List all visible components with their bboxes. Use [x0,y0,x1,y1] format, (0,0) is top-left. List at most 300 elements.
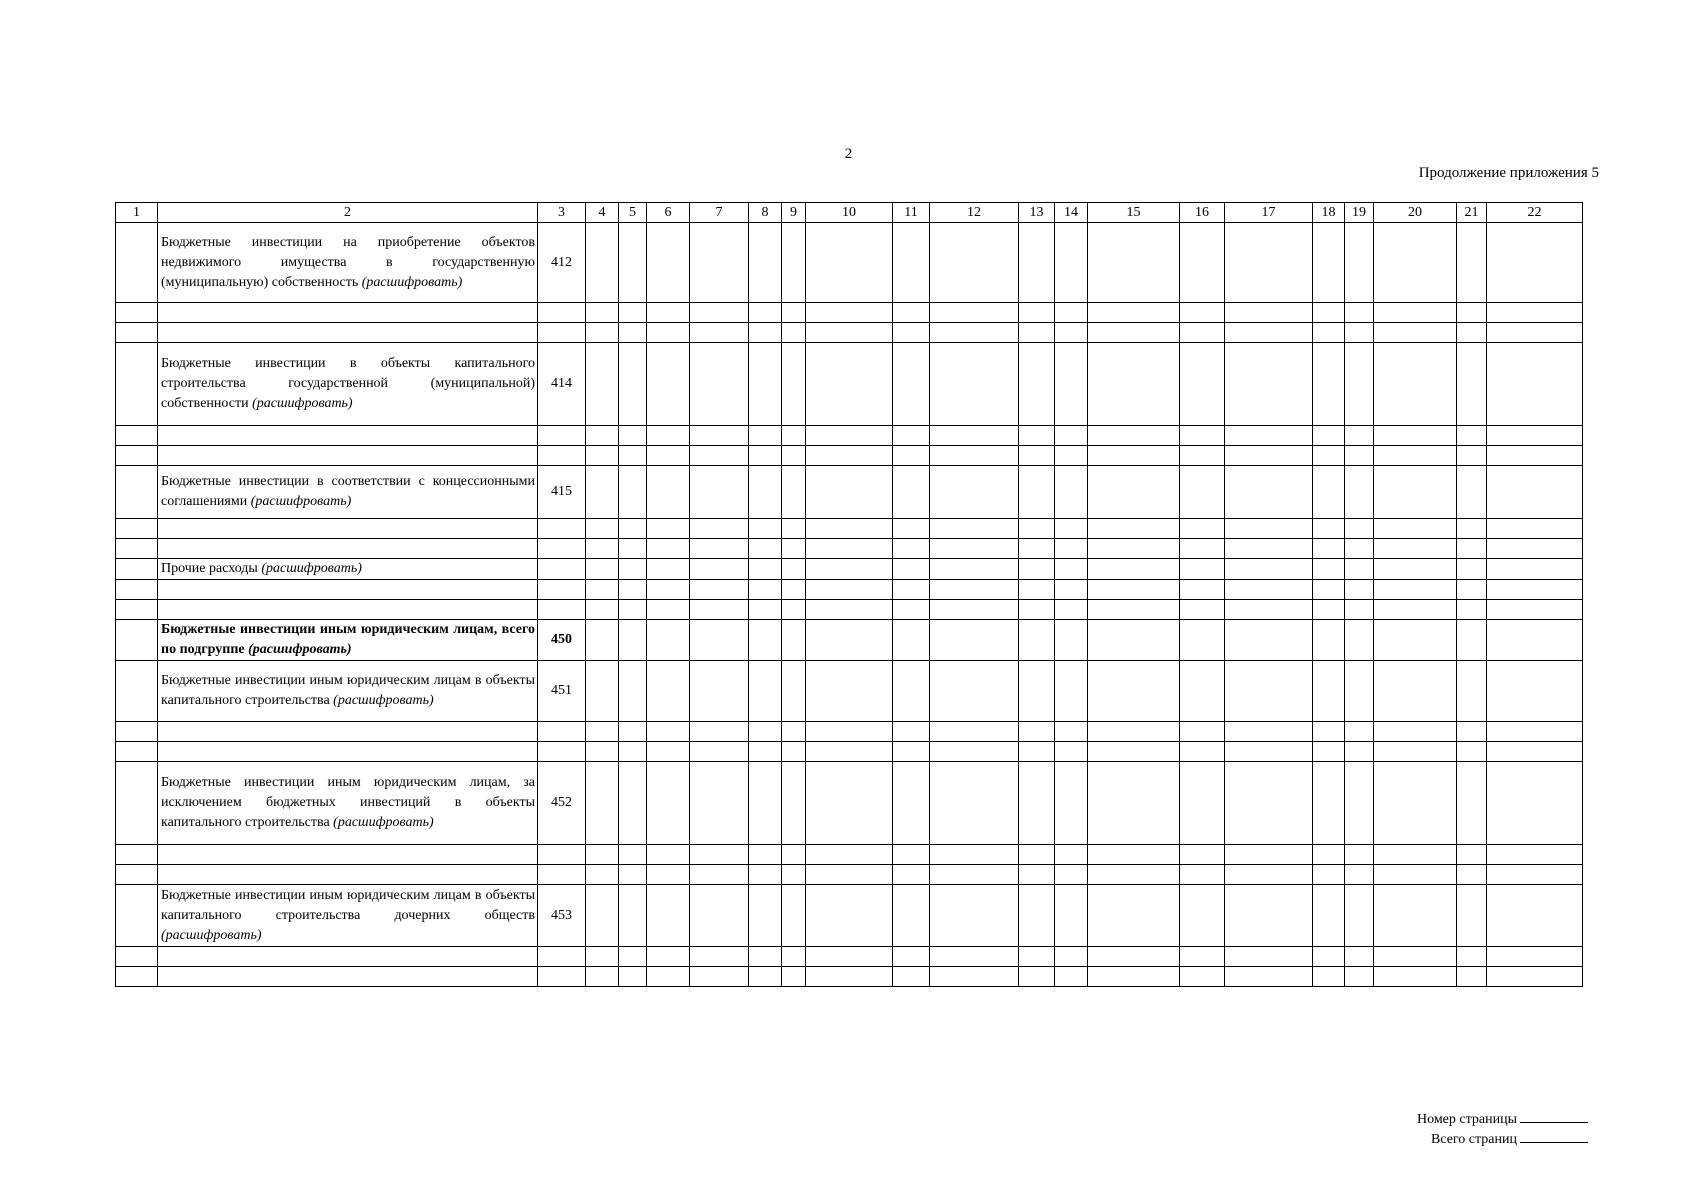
data-cell[interactable] [619,620,647,661]
data-cell[interactable] [1088,845,1180,865]
data-cell[interactable] [782,885,806,947]
data-cell[interactable] [1374,742,1457,762]
data-cell[interactable] [1345,762,1374,845]
data-cell[interactable] [1055,620,1088,661]
data-cell[interactable] [116,303,158,323]
data-cell[interactable] [116,845,158,865]
data-cell[interactable] [749,446,782,466]
data-cell[interactable] [930,620,1019,661]
data-cell[interactable] [1313,343,1345,426]
data-cell[interactable] [1374,559,1457,580]
data-cell[interactable] [1457,722,1487,742]
data-cell[interactable] [1019,323,1055,343]
data-cell[interactable] [1313,323,1345,343]
data-cell[interactable] [749,661,782,722]
data-cell[interactable] [806,303,893,323]
data-cell[interactable] [1225,845,1313,865]
data-cell[interactable] [930,519,1019,539]
data-cell[interactable] [619,762,647,845]
data-cell[interactable] [116,742,158,762]
data-cell[interactable] [619,722,647,742]
data-cell[interactable] [806,559,893,580]
data-cell[interactable] [1225,865,1313,885]
data-cell[interactable] [1345,580,1374,600]
data-cell[interactable] [1225,661,1313,722]
data-cell[interactable] [1487,600,1583,620]
data-cell[interactable] [1345,559,1374,580]
data-cell[interactable] [1457,519,1487,539]
data-cell[interactable] [749,600,782,620]
data-cell[interactable] [1180,865,1225,885]
data-cell[interactable] [1313,865,1345,885]
data-cell[interactable] [1019,519,1055,539]
data-cell[interactable] [1487,661,1583,722]
data-cell[interactable] [116,620,158,661]
data-cell[interactable] [647,559,690,580]
data-cell[interactable] [1088,865,1180,885]
data-cell[interactable] [690,223,749,303]
data-cell[interactable] [1345,661,1374,722]
data-cell[interactable] [893,303,930,323]
data-cell[interactable] [749,519,782,539]
data-cell[interactable] [930,762,1019,845]
data-cell[interactable] [1055,466,1088,519]
data-cell[interactable] [1055,885,1088,947]
data-cell[interactable] [116,323,158,343]
data-cell[interactable] [647,661,690,722]
data-cell[interactable] [930,742,1019,762]
data-cell[interactable] [690,722,749,742]
data-cell[interactable] [806,885,893,947]
data-cell[interactable] [116,722,158,742]
data-cell[interactable] [1180,343,1225,426]
data-cell[interactable] [1055,865,1088,885]
data-cell[interactable] [619,580,647,600]
data-cell[interactable] [1487,303,1583,323]
data-cell[interactable] [1225,303,1313,323]
data-cell[interactable] [1487,559,1583,580]
data-cell[interactable] [1345,426,1374,446]
data-cell[interactable] [782,947,806,967]
data-cell[interactable] [1457,661,1487,722]
data-cell[interactable] [1345,885,1374,947]
data-cell[interactable] [1457,559,1487,580]
data-cell[interactable] [1457,620,1487,661]
data-cell[interactable] [647,580,690,600]
data-cell[interactable] [1457,446,1487,466]
data-cell[interactable] [1374,600,1457,620]
data-cell[interactable] [690,580,749,600]
data-cell[interactable] [1225,722,1313,742]
data-cell[interactable] [1055,323,1088,343]
data-cell[interactable] [586,323,619,343]
data-cell[interactable] [1374,303,1457,323]
data-cell[interactable] [1088,426,1180,446]
data-cell[interactable] [647,343,690,426]
data-cell[interactable] [690,947,749,967]
data-cell[interactable] [1019,446,1055,466]
data-cell[interactable] [1374,661,1457,722]
data-cell[interactable] [930,466,1019,519]
data-cell[interactable] [690,620,749,661]
data-cell[interactable] [930,303,1019,323]
data-cell[interactable] [782,661,806,722]
data-cell[interactable] [1055,947,1088,967]
data-cell[interactable] [893,559,930,580]
data-cell[interactable] [1457,865,1487,885]
data-cell[interactable] [647,885,690,947]
data-cell[interactable] [1225,600,1313,620]
data-cell[interactable] [1225,762,1313,845]
data-cell[interactable] [1225,947,1313,967]
data-cell[interactable] [806,223,893,303]
data-cell[interactable] [782,580,806,600]
data-cell[interactable] [690,559,749,580]
data-cell[interactable] [893,580,930,600]
data-cell[interactable] [893,762,930,845]
data-cell[interactable] [690,600,749,620]
data-cell[interactable] [1088,519,1180,539]
data-cell[interactable] [586,865,619,885]
data-cell[interactable] [806,722,893,742]
data-cell[interactable] [1487,466,1583,519]
data-cell[interactable] [1225,559,1313,580]
data-cell[interactable] [806,323,893,343]
data-cell[interactable] [930,580,1019,600]
data-cell[interactable] [619,343,647,426]
data-cell[interactable] [1457,426,1487,446]
data-cell[interactable] [806,967,893,987]
data-cell[interactable] [930,446,1019,466]
data-cell[interactable] [116,223,158,303]
data-cell[interactable] [749,539,782,559]
data-cell[interactable] [1088,722,1180,742]
data-cell[interactable] [1313,580,1345,600]
data-cell[interactable] [806,519,893,539]
data-cell[interactable] [586,722,619,742]
data-cell[interactable] [1487,446,1583,466]
data-cell[interactable] [1374,947,1457,967]
data-cell[interactable] [690,446,749,466]
data-cell[interactable] [782,323,806,343]
data-cell[interactable] [116,865,158,885]
data-cell[interactable] [1313,426,1345,446]
data-cell[interactable] [116,947,158,967]
data-cell[interactable] [749,742,782,762]
data-cell[interactable] [1019,885,1055,947]
data-cell[interactable] [647,967,690,987]
data-cell[interactable] [586,580,619,600]
data-cell[interactable] [1225,519,1313,539]
data-cell[interactable] [1019,967,1055,987]
data-cell[interactable] [1345,519,1374,539]
data-cell[interactable] [1019,303,1055,323]
data-cell[interactable] [1313,967,1345,987]
data-cell[interactable] [1055,580,1088,600]
data-cell[interactable] [1019,580,1055,600]
data-cell[interactable] [893,223,930,303]
data-cell[interactable] [893,539,930,559]
data-cell[interactable] [1374,426,1457,446]
data-cell[interactable] [893,722,930,742]
data-cell[interactable] [1345,223,1374,303]
data-cell[interactable] [1225,580,1313,600]
data-cell[interactable] [1225,426,1313,446]
data-cell[interactable] [1313,722,1345,742]
data-cell[interactable] [1055,343,1088,426]
data-cell[interactable] [1345,446,1374,466]
data-cell[interactable] [1374,865,1457,885]
data-cell[interactable] [586,223,619,303]
data-cell[interactable] [1345,303,1374,323]
data-cell[interactable] [619,426,647,446]
data-cell[interactable] [1345,343,1374,426]
data-cell[interactable] [1180,762,1225,845]
data-cell[interactable] [1019,223,1055,303]
data-cell[interactable] [647,223,690,303]
data-cell[interactable] [1457,466,1487,519]
total-pages-blank[interactable] [1520,1130,1588,1143]
data-cell[interactable] [1225,343,1313,426]
data-cell[interactable] [782,343,806,426]
data-cell[interactable] [1225,967,1313,987]
data-cell[interactable] [690,762,749,845]
data-cell[interactable] [1055,762,1088,845]
data-cell[interactable] [1088,885,1180,947]
data-cell[interactable] [116,519,158,539]
data-cell[interactable] [782,865,806,885]
data-cell[interactable] [1088,446,1180,466]
data-cell[interactable] [116,426,158,446]
data-cell[interactable] [1180,947,1225,967]
data-cell[interactable] [1313,845,1345,865]
data-cell[interactable] [1457,947,1487,967]
data-cell[interactable] [647,466,690,519]
data-cell[interactable] [1180,885,1225,947]
data-cell[interactable] [782,722,806,742]
data-cell[interactable] [1180,446,1225,466]
data-cell[interactable] [1019,947,1055,967]
data-cell[interactable] [1374,845,1457,865]
data-cell[interactable] [1180,580,1225,600]
data-cell[interactable] [1225,223,1313,303]
data-cell[interactable] [1313,539,1345,559]
data-cell[interactable] [930,865,1019,885]
data-cell[interactable] [930,539,1019,559]
data-cell[interactable] [1088,323,1180,343]
data-cell[interactable] [782,620,806,661]
data-cell[interactable] [116,661,158,722]
data-cell[interactable] [619,539,647,559]
data-cell[interactable] [1088,303,1180,323]
data-cell[interactable] [647,600,690,620]
data-cell[interactable] [1487,885,1583,947]
data-cell[interactable] [647,865,690,885]
data-cell[interactable] [586,845,619,865]
data-cell[interactable] [1055,559,1088,580]
data-cell[interactable] [1374,762,1457,845]
data-cell[interactable] [1055,722,1088,742]
data-cell[interactable] [619,519,647,539]
data-cell[interactable] [690,661,749,722]
data-cell[interactable] [1457,223,1487,303]
data-cell[interactable] [1374,446,1457,466]
data-cell[interactable] [116,559,158,580]
data-cell[interactable] [1487,580,1583,600]
data-cell[interactable] [116,762,158,845]
data-cell[interactable] [1225,742,1313,762]
data-cell[interactable] [1088,762,1180,845]
data-cell[interactable] [806,947,893,967]
data-cell[interactable] [1457,762,1487,845]
data-cell[interactable] [806,539,893,559]
data-cell[interactable] [806,620,893,661]
data-cell[interactable] [690,885,749,947]
data-cell[interactable] [1019,620,1055,661]
data-cell[interactable] [647,742,690,762]
data-cell[interactable] [1374,519,1457,539]
data-cell[interactable] [1313,620,1345,661]
data-cell[interactable] [1374,580,1457,600]
data-cell[interactable] [1345,947,1374,967]
data-cell[interactable] [782,303,806,323]
data-cell[interactable] [893,446,930,466]
data-cell[interactable] [806,446,893,466]
data-cell[interactable] [647,426,690,446]
data-cell[interactable] [1487,722,1583,742]
data-cell[interactable] [749,426,782,446]
data-cell[interactable] [619,559,647,580]
data-cell[interactable] [619,303,647,323]
data-cell[interactable] [116,446,158,466]
data-cell[interactable] [1457,580,1487,600]
data-cell[interactable] [619,323,647,343]
data-cell[interactable] [647,519,690,539]
data-cell[interactable] [690,343,749,426]
data-cell[interactable] [1180,620,1225,661]
data-cell[interactable] [782,539,806,559]
data-cell[interactable] [1487,762,1583,845]
data-cell[interactable] [1088,742,1180,762]
data-cell[interactable] [647,620,690,661]
data-cell[interactable] [1487,323,1583,343]
data-cell[interactable] [1225,885,1313,947]
data-cell[interactable] [1487,865,1583,885]
data-cell[interactable] [806,580,893,600]
data-cell[interactable] [1180,223,1225,303]
data-cell[interactable] [806,845,893,865]
data-cell[interactable] [1055,742,1088,762]
data-cell[interactable] [1088,559,1180,580]
data-cell[interactable] [930,343,1019,426]
data-cell[interactable] [1487,343,1583,426]
data-cell[interactable] [749,722,782,742]
data-cell[interactable] [1313,223,1345,303]
data-cell[interactable] [116,343,158,426]
data-cell[interactable] [1313,762,1345,845]
data-cell[interactable] [749,845,782,865]
data-cell[interactable] [1019,865,1055,885]
data-cell[interactable] [1313,466,1345,519]
data-cell[interactable] [619,845,647,865]
data-cell[interactable] [619,742,647,762]
data-cell[interactable] [1180,559,1225,580]
data-cell[interactable] [116,539,158,559]
data-cell[interactable] [586,519,619,539]
data-cell[interactable] [1055,600,1088,620]
data-cell[interactable] [619,865,647,885]
data-cell[interactable] [1180,742,1225,762]
data-cell[interactable] [806,661,893,722]
data-cell[interactable] [1487,620,1583,661]
data-cell[interactable] [586,426,619,446]
data-cell[interactable] [1019,343,1055,426]
data-cell[interactable] [1088,661,1180,722]
data-cell[interactable] [1019,742,1055,762]
data-cell[interactable] [1457,845,1487,865]
data-cell[interactable] [586,303,619,323]
page-number-blank[interactable] [1520,1110,1588,1123]
data-cell[interactable] [1457,967,1487,987]
data-cell[interactable] [1019,762,1055,845]
data-cell[interactable] [1055,446,1088,466]
data-cell[interactable] [1088,466,1180,519]
data-cell[interactable] [893,742,930,762]
data-cell[interactable] [690,845,749,865]
data-cell[interactable] [1313,446,1345,466]
data-cell[interactable] [619,466,647,519]
data-cell[interactable] [1019,722,1055,742]
data-cell[interactable] [930,426,1019,446]
data-cell[interactable] [586,885,619,947]
data-cell[interactable] [1457,539,1487,559]
data-cell[interactable] [806,600,893,620]
data-cell[interactable] [1180,466,1225,519]
data-cell[interactable] [647,947,690,967]
data-cell[interactable] [1313,661,1345,722]
data-cell[interactable] [782,600,806,620]
data-cell[interactable] [1088,580,1180,600]
data-cell[interactable] [1345,539,1374,559]
data-cell[interactable] [782,426,806,446]
data-cell[interactable] [749,223,782,303]
data-cell[interactable] [647,845,690,865]
data-cell[interactable] [893,600,930,620]
data-cell[interactable] [586,661,619,722]
data-cell[interactable] [1345,722,1374,742]
data-cell[interactable] [586,466,619,519]
data-cell[interactable] [1225,446,1313,466]
data-cell[interactable] [893,845,930,865]
data-cell[interactable] [1345,742,1374,762]
data-cell[interactable] [1313,600,1345,620]
data-cell[interactable] [893,967,930,987]
data-cell[interactable] [1345,323,1374,343]
data-cell[interactable] [930,845,1019,865]
data-cell[interactable] [1374,620,1457,661]
data-cell[interactable] [586,742,619,762]
data-cell[interactable] [1487,539,1583,559]
data-cell[interactable] [116,600,158,620]
data-cell[interactable] [1345,620,1374,661]
data-cell[interactable] [690,303,749,323]
data-cell[interactable] [893,865,930,885]
data-cell[interactable] [1055,519,1088,539]
data-cell[interactable] [619,947,647,967]
data-cell[interactable] [690,323,749,343]
data-cell[interactable] [116,580,158,600]
data-cell[interactable] [782,845,806,865]
